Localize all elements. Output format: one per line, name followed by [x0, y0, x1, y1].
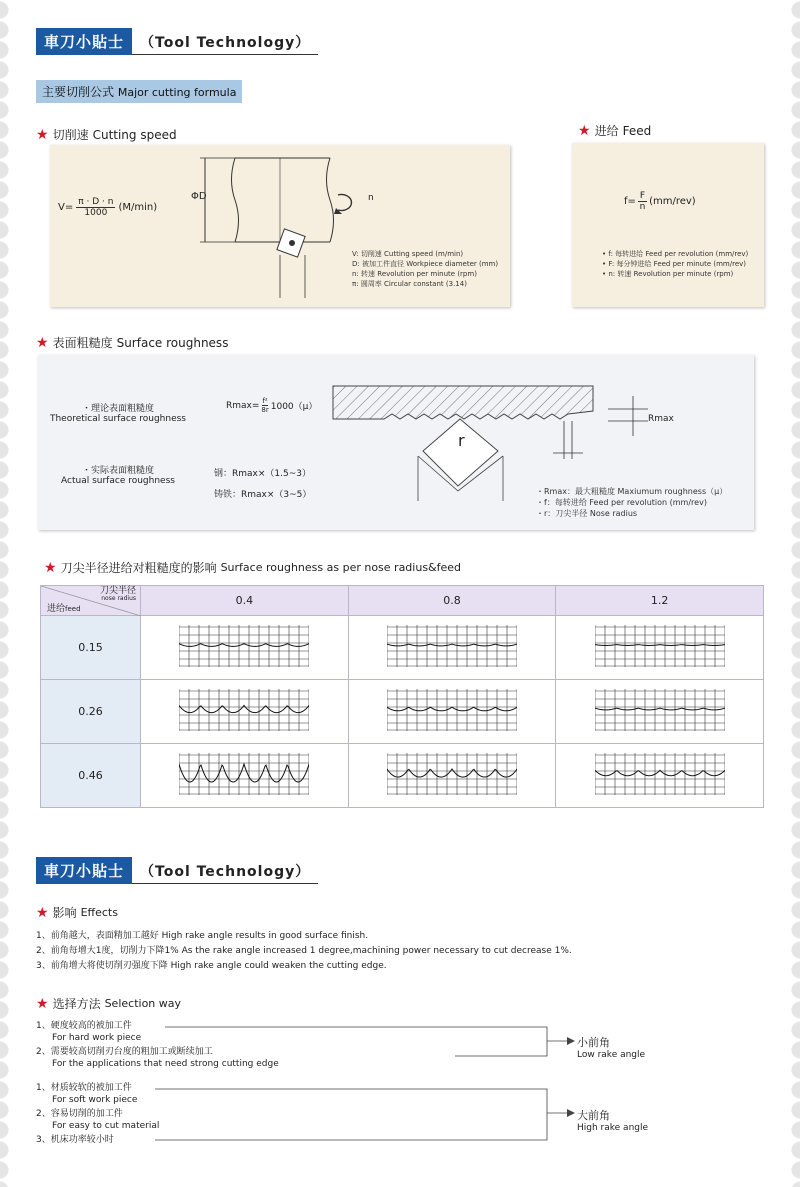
roughness-graph	[387, 753, 517, 795]
legend-line: π: 圆周率 Circular constant (3.14)	[352, 280, 467, 288]
feed-panel	[572, 143, 764, 307]
selection-item-zh: 2、容易切削的加工件	[36, 1109, 123, 1119]
legend-line: ・f：每转进给 Feed per revolution (mm/rev)	[536, 498, 707, 507]
feed-title	[578, 122, 651, 139]
effects-item: 1、前角越大，表面精加工越好 High rake angle results in good surface finish.	[36, 931, 369, 941]
legend-line: ・r：刀尖半径 Nose radius	[536, 509, 638, 518]
low-rake-zh: 小前角	[577, 1036, 610, 1049]
roughness-graph	[179, 753, 309, 795]
cutting-speed-title-en: Cutting speed	[92, 127, 177, 142]
selection-item-zh: 2、需要较高切削刃台度的粗加工或断续加工	[36, 1047, 213, 1057]
radius-header: 0.4	[141, 586, 349, 616]
graph-grid	[595, 753, 725, 795]
selection-item-zh: 1、硬度较高的被加工件	[36, 1021, 132, 1031]
feed-row-label: 0.15	[41, 616, 141, 680]
formula-bar	[36, 80, 242, 103]
legend-line: n: 转速 Revolution per minute (rpm)	[352, 270, 477, 278]
effects-title-en: Effects	[80, 906, 118, 919]
lathe-diagram	[180, 150, 370, 305]
star-icon: ★	[36, 126, 49, 143]
high-rake-en: High rake angle	[577, 1123, 649, 1133]
roughness-graph-cell	[141, 744, 349, 808]
legend-line: • F: 每分钟进给 Feed per minute (mm/rev)	[602, 260, 746, 268]
effects-item: 2、前角每增大1度，切削力下降1% As the rake angle increased 1 degree,machining power necessary to cut decrease 1%.	[36, 946, 572, 956]
roughness-profile	[387, 768, 517, 776]
effects-title	[36, 904, 118, 921]
steel-factor: 钢：Rmax×（1.5~3）	[214, 469, 311, 479]
nose-radius-table	[40, 585, 764, 808]
cutting-speed-panel	[50, 145, 510, 307]
star-icon: ★	[578, 122, 591, 139]
graph-grid	[179, 753, 309, 795]
graph-grid	[595, 689, 725, 731]
feed-formula-denominator: n	[639, 202, 646, 212]
rmax-label: Rmax	[648, 414, 674, 424]
formula-bar-en: Major cutting formula	[117, 86, 237, 99]
star-icon: ★	[36, 995, 49, 1012]
roughness-profile	[179, 643, 309, 646]
theoretical-en: Theoretical surface roughness	[49, 414, 186, 424]
rmax-formula-numerator: f²	[262, 397, 268, 405]
roughness-graph-cell	[348, 616, 556, 680]
cutting-speed-title	[36, 126, 177, 143]
diameter-label: ΦD	[191, 191, 207, 202]
theoretical-zh: ・理论表面粗糙度	[81, 404, 154, 414]
graph-grid	[595, 625, 725, 667]
actual-label	[48, 463, 188, 486]
formula-bar-zh: 主要切削公式	[42, 85, 115, 99]
feed-row-label: 0.26	[41, 680, 141, 744]
roughness-graph	[387, 625, 517, 667]
high-rake-zh: 大前角	[577, 1109, 610, 1122]
roughness-graph	[179, 689, 309, 731]
selection-group-high	[36, 1082, 159, 1146]
roughness-graph	[179, 625, 309, 667]
roughness-graph-cell	[141, 680, 349, 744]
header-zh: 車刀小貼士	[36, 28, 132, 55]
rmax-formula-lhs: Rmax=	[226, 400, 260, 411]
scalloped-border-right	[784, 0, 800, 1187]
radius-header: 0.8	[348, 586, 556, 616]
nose-table-title-en: Surface roughness as per nose radius&feed	[220, 561, 462, 574]
roughness-profile	[387, 707, 517, 711]
corner-cell	[41, 586, 141, 616]
section-header	[36, 857, 318, 884]
roughness-profile	[179, 705, 309, 712]
roughness-graph	[595, 625, 725, 667]
selection-item-en: For the applications that need strong cutting edge	[52, 1059, 279, 1069]
roughness-title-zh: 表面粗糙度	[52, 336, 113, 350]
roughness-graph-cell	[556, 744, 764, 808]
feed-row-label: 0.46	[41, 744, 141, 808]
roughness-graph-cell	[556, 680, 764, 744]
feed-formula-unit: (mm/rev)	[649, 196, 696, 207]
actual-en: Actual surface roughness	[61, 476, 175, 486]
header-zh: 車刀小貼士	[36, 857, 132, 884]
corner-bottom-en: feed	[65, 605, 81, 613]
effects-item: 3、前角增大将使切削刃强度下降 High rake angle could weaken the cutting edge.	[36, 961, 387, 971]
theoretical-formula	[226, 397, 317, 414]
graph-grid	[179, 689, 309, 731]
selection-item-zh: 3、机床功率较小时	[36, 1135, 114, 1145]
cutting-speed-legend	[352, 249, 498, 289]
roughness-profile	[595, 644, 725, 645]
roughness-title	[36, 334, 228, 351]
nose-table-title	[44, 559, 461, 576]
radius-header: 1.2	[556, 586, 764, 616]
effects-list	[36, 929, 572, 974]
star-icon: ★	[36, 904, 49, 921]
roughness-title-en: Surface roughness	[116, 335, 229, 350]
feed-formula-numerator: F	[639, 191, 646, 201]
formula-numerator: π · D · n	[78, 197, 114, 207]
legend-line: • f: 每转进给 Feed per revolution (mm/rev)	[602, 250, 749, 258]
bracket-low	[165, 1024, 585, 1064]
graph-grid	[179, 625, 309, 667]
selection-title-en: Selection way	[104, 997, 182, 1010]
header-en: （Tool Technology）	[132, 30, 318, 55]
selection-title	[36, 995, 181, 1012]
rmax-formula-rhs: 1000（μ）	[270, 402, 318, 412]
cutting-speed-title-zh: 切削速	[52, 128, 89, 142]
roughness-graph-cell	[556, 616, 764, 680]
formula-lhs: V=	[58, 202, 74, 213]
rotation-label: n	[368, 193, 374, 203]
selection-item-zh: 1、材质较软的被加工件	[36, 1083, 132, 1093]
nose-table-title-zh: 刀尖半径进给对粗糙度的影响	[60, 561, 217, 575]
formula-unit: (M/min)	[118, 202, 158, 213]
header-en: （Tool Technology）	[132, 859, 318, 884]
legend-line: V: 切削速 Cutting speed (m/min)	[352, 250, 464, 258]
iron-factor: 铸铁：Rmax×（3~5）	[214, 490, 312, 500]
roughness-graph-cell	[348, 744, 556, 808]
selection-item-en: For hard work piece	[52, 1033, 142, 1043]
roughness-graph	[387, 689, 517, 731]
section-header	[36, 28, 318, 55]
star-icon: ★	[44, 559, 57, 576]
low-rake-result	[577, 1034, 645, 1060]
roughness-profile	[595, 708, 725, 710]
effects-title-zh: 影响	[52, 906, 77, 920]
roughness-graph	[595, 753, 725, 795]
scalloped-border-left	[0, 0, 16, 1187]
corner-top-en: nose radius	[101, 595, 136, 602]
high-rake-result	[577, 1107, 648, 1133]
selection-item-en: For soft work piece	[52, 1095, 138, 1105]
formula-denominator: 1000	[84, 208, 108, 218]
feed-title-en: Feed	[622, 123, 652, 138]
roughness-graph-cell	[348, 680, 556, 744]
feed-formula-lhs: f=	[624, 196, 636, 207]
legend-line: • n: 转速 Revolution per minute (rpm)	[602, 270, 734, 278]
feed-legend	[602, 249, 748, 279]
selection-item-en: For easy to cut material	[52, 1121, 160, 1131]
actual-zh: ・实际表面粗糙度	[81, 466, 154, 476]
roughness-graph	[595, 689, 725, 731]
cutting-speed-formula	[58, 197, 157, 218]
roughness-profile	[387, 644, 517, 646]
roughness-legend	[536, 486, 727, 519]
selection-title-zh: 选择方法	[52, 997, 101, 1011]
corner-bottom-zh: 进给	[47, 604, 66, 614]
graph-grid	[387, 625, 517, 667]
rmax-formula-denominator: 8r	[261, 406, 269, 414]
theoretical-label	[48, 401, 188, 424]
roughness-panel	[38, 355, 754, 530]
bracket-high	[155, 1086, 585, 1146]
legend-line: D: 被加工件直径 Workpiece diameter (mm)	[352, 260, 499, 268]
corner-top-zh: 刀尖半径	[99, 586, 136, 596]
feed-formula	[624, 191, 696, 212]
low-rake-en: Low rake angle	[577, 1050, 646, 1060]
legend-line: ・Rmax：最大粗糙度 Maxiumum roughness（μ）	[536, 487, 728, 496]
nose-radius-label: r	[458, 431, 465, 450]
graph-grid	[387, 753, 517, 795]
roughness-graph-cell	[141, 616, 349, 680]
star-icon: ★	[36, 334, 49, 351]
feed-title-zh: 进给	[594, 124, 619, 138]
graph-grid	[387, 689, 517, 731]
